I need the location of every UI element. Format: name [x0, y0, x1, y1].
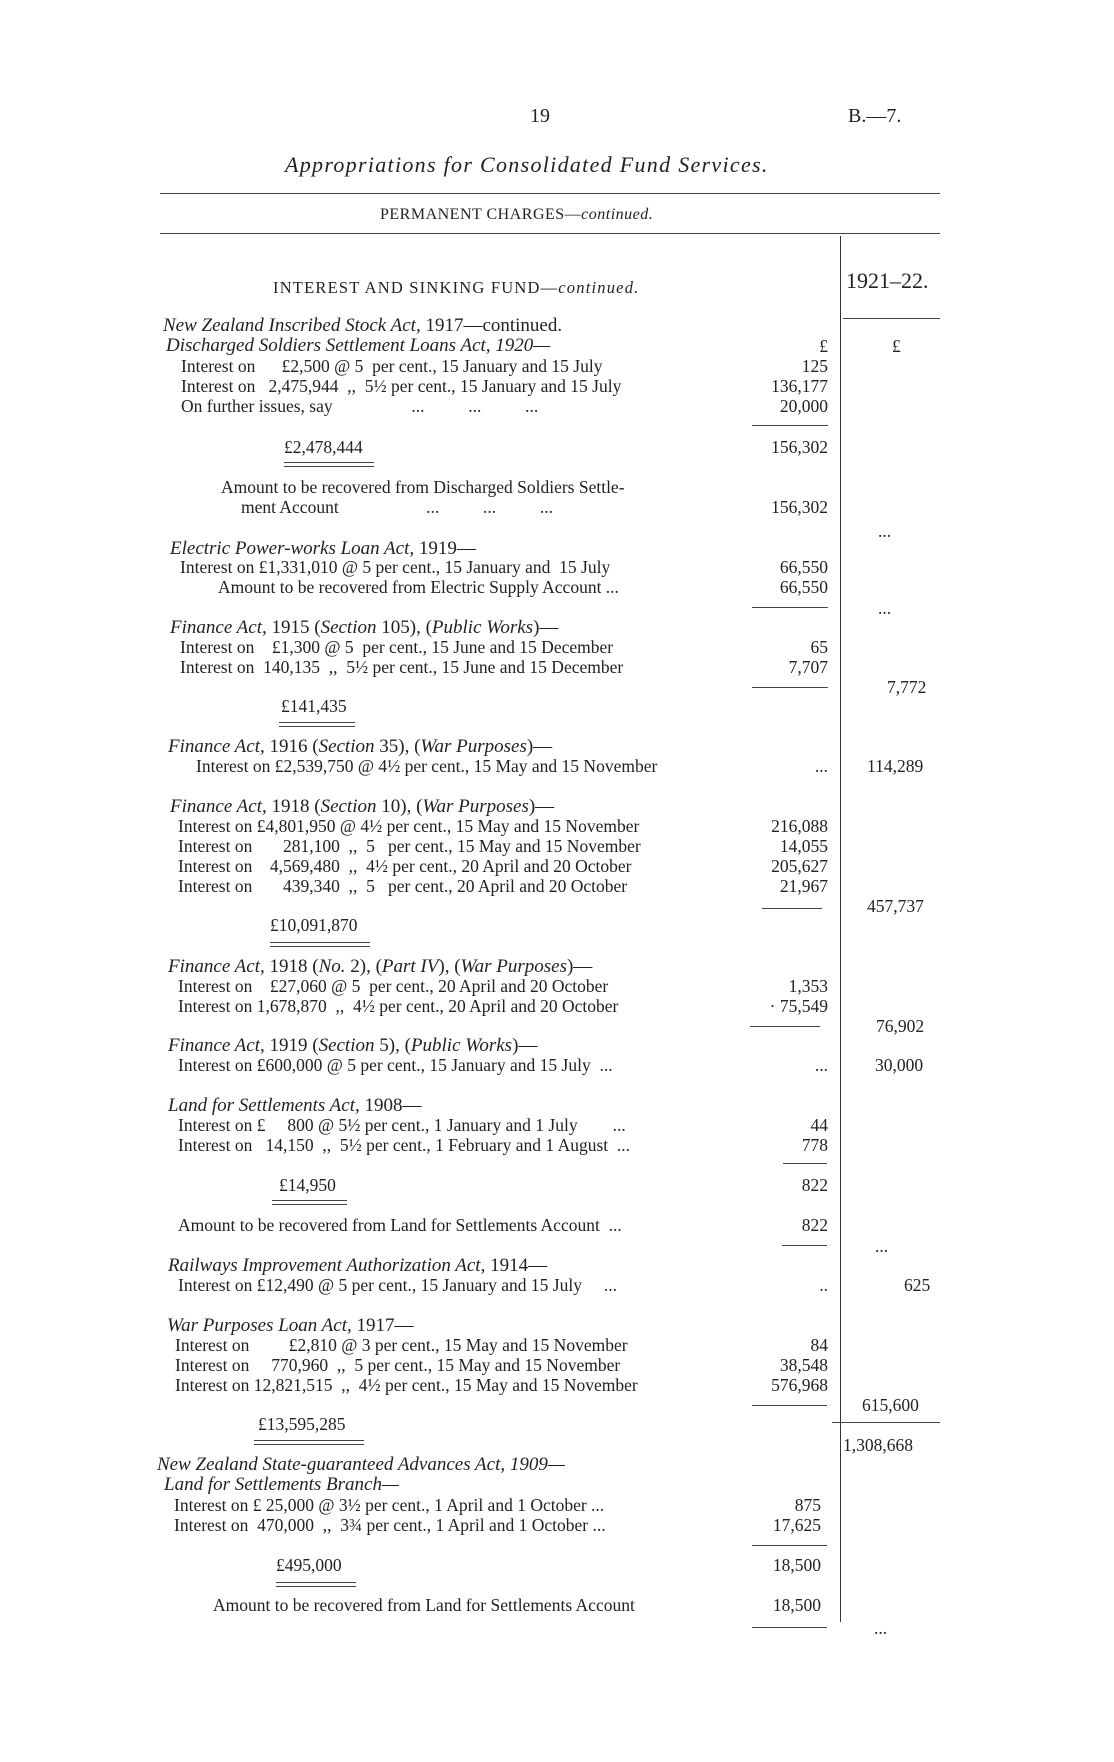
- principal-lfs: £14,950: [279, 1175, 336, 1195]
- amt-wpl-1: 84: [810, 1335, 828, 1355]
- heading-fa1918: Finance Act, 1918 (Section 10), (War Purposes)—: [170, 796, 555, 817]
- year-ria: 625: [904, 1275, 931, 1295]
- year-fa1919: 30,000: [875, 1055, 924, 1075]
- principal-fa1918: £10,091,870: [270, 915, 358, 935]
- amt-dssl-1: 125: [801, 356, 828, 376]
- line-nzsga-2: Interest on 470,000 ,, 3¾ per cent., 1 April and 1 October ...: [174, 1515, 606, 1535]
- line-dssl-3: On further issues, say ... ... ...: [181, 396, 539, 416]
- line-wpl-2: Interest on 770,960 ,, 5 per cent., 15 May and 15 November: [175, 1355, 621, 1375]
- line-dssl-rec-1: Amount to be recovered from Discharged Soldiers Settle-: [221, 477, 625, 497]
- pound-sign-amount: £: [819, 336, 828, 356]
- principal-dssl: £2,478,444: [284, 437, 363, 457]
- pound-sign-year: £: [892, 336, 901, 356]
- line-fa1918-2: Interest on 281,100 ,, 5 per cent., 15 May and 15 November: [178, 836, 641, 856]
- year-nzsga: ...: [874, 1618, 888, 1638]
- heading-ria: Railways Improvement Authorization Act, 1914—: [168, 1255, 548, 1276]
- heading-lfs: Land for Settlements Act, 1908—: [168, 1095, 422, 1116]
- heading-fa1918no2: Finance Act, 1918 (No. 2), (Part IV), (War Purposes)—: [168, 956, 593, 977]
- year-epw: ...: [878, 598, 892, 618]
- heading-nzsga-branch: Land for Settlements Branch—: [164, 1474, 399, 1495]
- line-lfs-rec: Amount to be recovered from Land for Settlements Account ...: [178, 1215, 622, 1235]
- year-wpl: 615,600: [862, 1395, 919, 1415]
- year-dssl: ...: [878, 521, 892, 541]
- amt-fa1918-4: 21,967: [779, 876, 828, 896]
- amt-dssl-3: 20,000: [779, 396, 828, 416]
- line-fa1916-1: Interest on £2,539,750 @ 4½ per cent., 15 May and 15 November: [196, 756, 658, 776]
- amt-fa1915-2: 7,707: [788, 657, 828, 677]
- line-wpl-1: Interest on £2,810 @ 3 per cent., 15 May and 15 November: [175, 1335, 628, 1355]
- amt-lfs-total: 822: [801, 1175, 828, 1195]
- section-heading: [273, 278, 639, 298]
- line-epw-2: Amount to be recovered from Electric Supply Account ...: [218, 577, 619, 597]
- amt-nzsga-1: 875: [794, 1495, 821, 1515]
- amt-dssl-2: 136,177: [771, 376, 828, 396]
- amt-fa1918-1: 216,088: [771, 816, 828, 836]
- line-fa1918-4: Interest on 439,340 ,, 5 per cent., 20 April and 20 October: [178, 876, 628, 896]
- heading-fa1915: Finance Act, 1915 (Section 105), (Public Works)—: [170, 617, 559, 638]
- year-lfs: ...: [875, 1236, 889, 1256]
- section-main: INTEREST AND SINKING FUND—: [273, 278, 559, 297]
- amt-nzsga-rec: 18,500: [772, 1595, 821, 1615]
- amt-fa1919-1: ...: [814, 1055, 828, 1075]
- amt-nzsga-total: 18,500: [772, 1555, 821, 1575]
- subtitle: [380, 206, 653, 224]
- year-fa1916: 114,289: [867, 756, 924, 776]
- line-dssl-2: Interest on 2,475,944 ,, 5½ per cent., 15 January and 15 July: [181, 376, 622, 396]
- line-ria-1: Interest on £12,490 @ 5 per cent., 15 January and 15 July ...: [178, 1275, 617, 1295]
- line-fa1915-2: Interest on 140,135 ,, 5½ per cent., 15 June and 15 December: [180, 657, 624, 677]
- amt-fa1916-1: ...: [814, 756, 828, 776]
- amt-fa1918-3: 205,627: [771, 856, 828, 876]
- amt-dssl-rec: 156,302: [771, 497, 828, 517]
- year-fa1918no2: 76,902: [876, 1016, 925, 1036]
- line-fa1919-1: Interest on £600,000 @ 5 per cent., 15 January and 15 July ...: [178, 1055, 613, 1075]
- line-fa1918-3: Interest on 4,569,480 ,, 4½ per cent., 20 April and 20 October: [178, 856, 632, 876]
- heading-fa1916: Finance Act, 1916 (Section 35), (War Purposes)—: [168, 736, 553, 757]
- line-dssl-1: Interest on £2,500 @ 5 per cent., 15 January and 15 July: [181, 356, 603, 376]
- subtitle-main: PERMANENT CHARGES—: [380, 206, 582, 223]
- heading-epw: Electric Power-works Loan Act, 1919—: [170, 538, 476, 559]
- amt-fa1915-1: 65: [810, 637, 828, 657]
- amt-fa1918no2-2: · 75,549: [769, 996, 828, 1016]
- line-nzsga-rec: Amount to be recovered from Land for Settlements Account: [213, 1595, 635, 1615]
- year-fa1918: 457,737: [867, 896, 924, 916]
- amt-wpl-3: 576,968: [771, 1375, 828, 1395]
- document-reference: B.—7.: [848, 105, 902, 127]
- line-wpl-3: Interest on 12,821,515 ,, 4½ per cent., 15 May and 15 November: [175, 1375, 638, 1395]
- section-cont: continued.: [558, 278, 640, 297]
- amt-dssl-total: 156,302: [771, 437, 828, 457]
- amt-fa1918no2-1: 1,353: [788, 976, 828, 996]
- year-column-header: 1921–22.: [846, 268, 929, 293]
- year-fa1915: 7,772: [887, 677, 927, 697]
- amt-nzsga-2: 17,625: [772, 1515, 821, 1535]
- page-title: Appropriations for Consolidated Fund Services.: [285, 152, 769, 177]
- amt-lfs-1: 44: [810, 1115, 828, 1135]
- line-fa1918no2-1: Interest on £27,060 @ 5 per cent., 20 April and 20 October: [178, 976, 609, 996]
- amt-epw-1: 66,550: [779, 557, 828, 577]
- subtitle-cont: continued.: [581, 206, 654, 223]
- line-lfs-2: Interest on 14,150 ,, 5½ per cent., 1 February and 1 August ...: [178, 1135, 631, 1155]
- heading-dssl: Discharged Soldiers Settlement Loans Act, 1920—: [166, 335, 551, 356]
- line-epw-1: Interest on £1,331,010 @ 5 per cent., 15 January and 15 July: [180, 557, 611, 577]
- amt-lfs-2: 778: [801, 1135, 828, 1155]
- amt-lfs-rec: 822: [801, 1215, 828, 1235]
- line-dssl-rec-2: ment Account ... ... ...: [241, 497, 554, 517]
- principal-wpl: £13,595,285: [258, 1414, 346, 1434]
- amt-fa1918-2: 14,055: [779, 836, 828, 856]
- page-number: 19: [530, 105, 550, 127]
- amt-ria-1: ..: [819, 1275, 828, 1295]
- amt-wpl-2: 38,548: [779, 1355, 828, 1375]
- heading-nz-inscribed: New Zealand Inscribed Stock Act, 1917—continued.: [163, 315, 563, 336]
- line-fa1915-1: Interest on £1,300 @ 5 per cent., 15 June and 15 December: [180, 637, 614, 657]
- column-rule: [840, 236, 841, 1622]
- line-fa1918-1: Interest on £4,801,950 @ 4½ per cent., 15 May and 15 November: [178, 816, 640, 836]
- line-lfs-1: Interest on £ 800 @ 5½ per cent., 1 January and 1 July ...: [178, 1115, 626, 1135]
- grand-total: 1,308,668: [843, 1435, 913, 1455]
- heading-wpl: War Purposes Loan Act, 1917—: [167, 1315, 414, 1336]
- line-nzsga-1: Interest on £ 25,000 @ 3½ per cent., 1 April and 1 October ...: [174, 1495, 605, 1515]
- principal-fa1915: £141,435: [281, 696, 347, 716]
- principal-nzsga: £495,000: [276, 1555, 342, 1575]
- heading-nzsga: New Zealand State-guaranteed Advances Act, 1909—: [157, 1454, 565, 1475]
- amt-epw-2: 66,550: [779, 577, 828, 597]
- line-fa1918no2-2: Interest on 1,678,870 ,, 4½ per cent., 20 April and 20 October: [178, 996, 619, 1016]
- heading-fa1919: Finance Act, 1919 (Section 5), (Public Works)—: [168, 1035, 538, 1056]
